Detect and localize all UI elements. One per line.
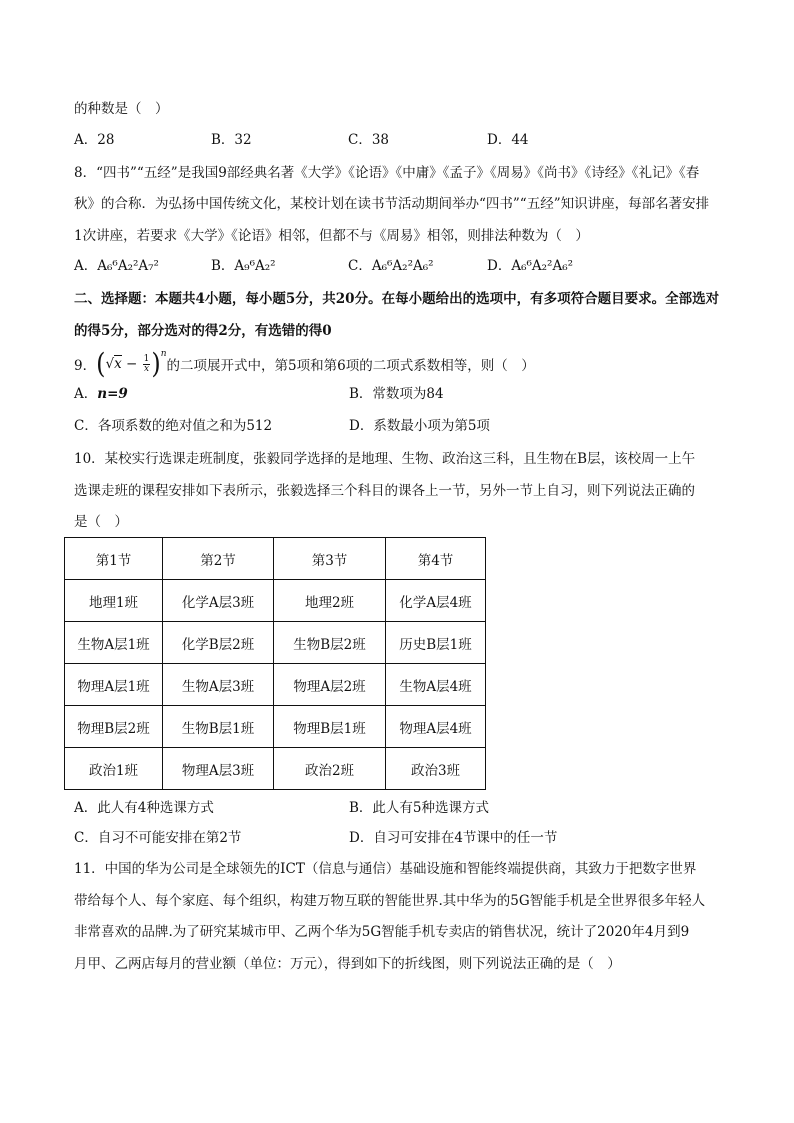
table-row [65, 580, 486, 622]
table-cell: 化学A层4班 [386, 580, 486, 622]
q9-option-d: D．系数最小项为第5项 [349, 418, 490, 434]
table-cell: 地理1班 [65, 580, 163, 622]
q7-options [74, 128, 724, 152]
q9-frac-den: x [143, 363, 150, 374]
q8-option-a: A．A₆⁶A₂²A₇² [74, 258, 159, 274]
q8-option-d: D．A₆⁶A₂²A₆² [487, 258, 574, 274]
q10-line-3: 是（ ） [74, 514, 128, 530]
table-row [65, 664, 486, 706]
q9-right-paren: ) [151, 347, 161, 381]
table-cell: 物理A层2班 [274, 664, 386, 706]
table-header-cell: 第4节 [386, 538, 486, 580]
q7-option-d: D．44 [487, 131, 529, 148]
table-row [65, 622, 486, 664]
q9-minus: − [121, 356, 142, 372]
table-cell: 化学B层2班 [163, 622, 274, 664]
q8-option-b: B．A₉⁶A₂² [211, 258, 276, 274]
table-cell: 物理B层1班 [274, 706, 386, 748]
q11-line-1: 11．中国的华为公司是全球领先的ICT（信息与通信）基础设施和智能终端提供商，其致力于把数字世界 [74, 861, 697, 877]
q9-exponent: n [160, 349, 167, 359]
q9-number: 9． [74, 358, 97, 374]
q8-option-c: C．A₆⁶A₂²A₆² [348, 258, 434, 274]
table-row [65, 706, 486, 748]
q9-radicand: x [114, 356, 122, 372]
q11-line-2: 带给每个人、每个家庭、每个组织，构建万物互联的智能世界.其中华为的5G智能手机是全世界很多年轻人 [74, 892, 706, 909]
table-cell: 生物A层4班 [386, 664, 486, 706]
q7-option-b: B．32 [211, 131, 252, 148]
table-cell: 生物A层1班 [65, 622, 163, 664]
q10-option-d: D．自习可安排在4节课中的任一节 [349, 830, 558, 846]
q7-option-c: C．38 [348, 131, 390, 148]
q9-sqrt: √x [105, 356, 122, 372]
q8-options [74, 254, 724, 278]
q8-line-3: 1次讲座，若要求《大学》《论语》相邻，但都不与《周易》相邻，则排法种数为（ ） [74, 227, 589, 244]
q10-option-a: A．此人有4种选课方式 [74, 800, 214, 816]
table-header-cell: 第3节 [274, 538, 386, 580]
table-header-row [65, 538, 486, 580]
table-cell: 化学A层3班 [163, 580, 274, 622]
q9-options-row-1 [74, 382, 724, 406]
schedule-table [64, 537, 486, 790]
q7-tail: 的种数是（ ） [74, 101, 169, 117]
q9-option-b: B．常数项为84 [349, 386, 444, 402]
section2-line-2: 的得5分，部分选对的得2分，有选错的得0 [74, 322, 332, 339]
table-header-cell: 第1节 [65, 538, 163, 580]
q8-line-1: 8．“四书”“五经”是我国9部经典名著《大学》《论语》《中庸》《孟子》《周易》《尚书》《诗经》《礼记》《春 [74, 164, 700, 181]
q8-line-2: 秋》的合称．为弘扬中国传统文化，某校计划在读书节活动期间举办“四书”“五经”知识讲座，每部名著安排 [74, 196, 710, 212]
q9-option-a [74, 382, 349, 406]
q10-options-row-2 [74, 826, 724, 850]
q10-options-row-1 [74, 796, 724, 820]
q11-line-3: 非常喜欢的品牌.为了研究某城市甲、乙两个华为5G智能手机专卖店的销售状况，统计了2020年4月到9 [74, 924, 690, 940]
table-cell: 物理A层4班 [386, 706, 486, 748]
table-cell: 政治3班 [386, 748, 486, 790]
section2-line-1: 二、选择题：本题共4小题，每小题5分，共20分。在每小题给出的选项中，有多项符合题目要求。全部选对 [74, 291, 720, 307]
table-cell: 生物B层2班 [274, 622, 386, 664]
table-cell: 地理2班 [274, 580, 386, 622]
table-cell: 物理A层1班 [65, 664, 163, 706]
q9-stem [74, 349, 724, 379]
table-cell: 物理B层2班 [65, 706, 163, 748]
table-row [65, 748, 486, 790]
q9-options-row-2 [74, 414, 724, 438]
q9-frac-num: 1 [143, 353, 150, 364]
q11-line-4: 月甲、乙两店每月的营业额（单位：万元），得到如下的折线图，则下列说法正确的是（ ） [74, 955, 621, 972]
q9-text: 的二项展开式中，第5项和第6项的二项式系数相等，则（ ） [166, 358, 535, 374]
q9-option-a-label: A． [74, 386, 98, 402]
table-cell: 物理A层3班 [163, 748, 274, 790]
table-cell: 历史B层1班 [386, 622, 486, 664]
table-cell: 政治2班 [274, 748, 386, 790]
q9-fraction [143, 355, 151, 374]
table-cell: 生物A层3班 [163, 664, 274, 706]
q10-line-1: 10．某校实行选课走班制度，张毅同学选择的是地理、生物、政治这三科，且生物在B层，该校周一上午 [74, 451, 696, 467]
table-cell: 政治1班 [65, 748, 163, 790]
q7-option-a: A．28 [74, 131, 115, 148]
table-cell: 生物B层1班 [163, 706, 274, 748]
q9-option-c: C．各项系数的绝对值之和为512 [74, 418, 273, 434]
exam-page [74, 96, 724, 982]
q10-option-b: B．此人有5种选课方式 [349, 800, 490, 816]
q9-left-paren: ( [96, 347, 106, 381]
q10-line-2: 选课走班的课程安排如下表所示，张毅选择三个科目的课各上一节，另外一节上自习，则下列说法正确的 [74, 482, 695, 499]
table-header-cell: 第2节 [163, 538, 274, 580]
q10-option-c: C．自习不可能安排在第2节 [74, 830, 242, 846]
q9-option-a-math: n=9 [97, 386, 128, 402]
